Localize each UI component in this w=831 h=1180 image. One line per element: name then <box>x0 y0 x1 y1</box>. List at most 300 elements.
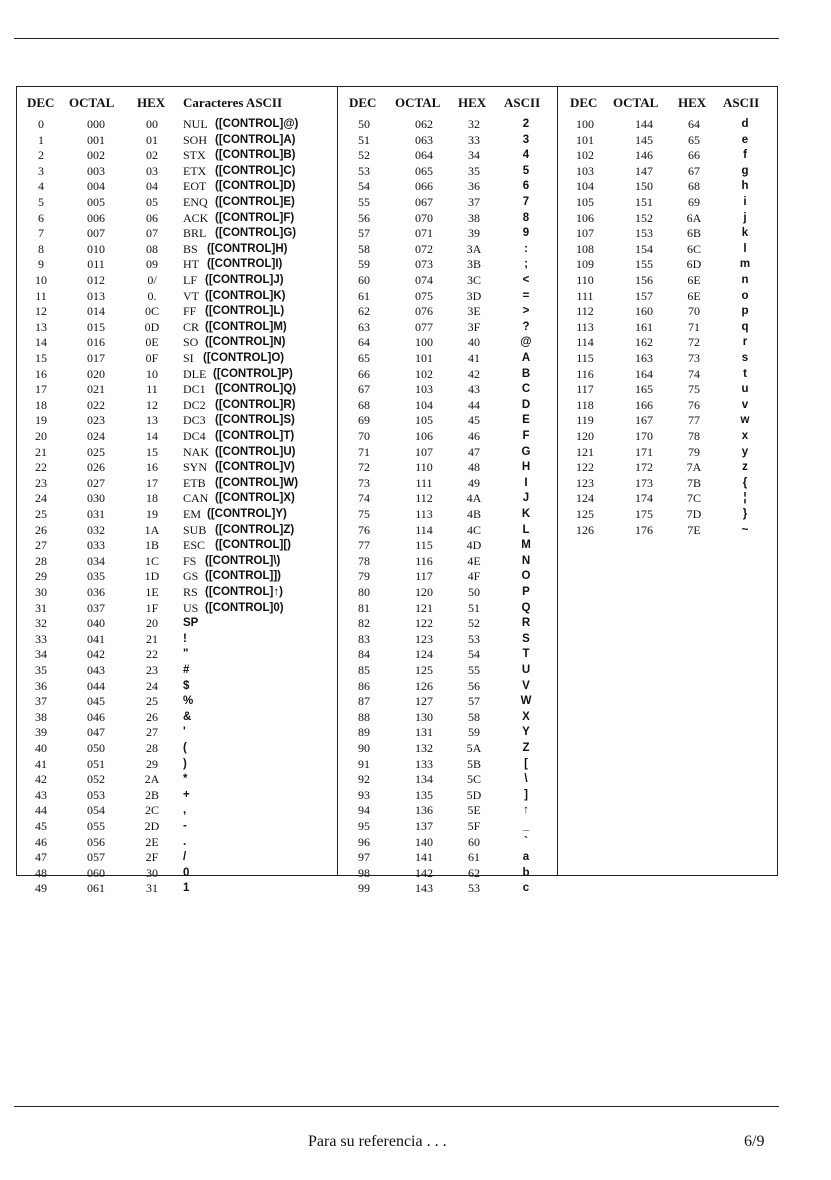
ascii-char-cell: > <box>522 305 530 318</box>
ascii-char-cell: x <box>741 430 749 442</box>
control-combo-cell: ([CONTROL]0) <box>205 601 284 614</box>
hex-cell: 1E <box>145 585 159 599</box>
char-name-cell: EOT <box>183 179 207 194</box>
octal-cell: 000 <box>87 117 105 131</box>
char-name-cell: DC1 <box>183 382 206 397</box>
dec-cell: 63 <box>358 319 370 334</box>
octal-cell: 024 <box>87 429 105 443</box>
dec-cell: 109 <box>576 257 594 272</box>
hex-cell: 2F <box>145 850 159 865</box>
octal-cell: 071 <box>415 226 433 241</box>
octal-cell: 155 <box>635 257 653 272</box>
octal-cell: 145 <box>635 132 653 147</box>
hex-cell: 4D <box>466 538 482 553</box>
dec-cell: 54 <box>358 179 370 194</box>
control-combo-cell: ([CONTROL]S) <box>215 414 295 427</box>
octal-cell: 016 <box>87 335 105 350</box>
ascii-char-cell: g <box>741 164 749 177</box>
octal-cell: 152 <box>635 210 653 225</box>
octal-cell: 062 <box>415 117 433 131</box>
dec-cell: 4 <box>38 179 44 194</box>
dec-cell: 120 <box>576 429 594 443</box>
dec-cell: 28 <box>35 553 47 568</box>
dec-cell: 65 <box>358 351 370 365</box>
octal-cell: 026 <box>87 460 105 475</box>
ascii-char-cell: b <box>522 866 530 879</box>
octal-cell: 153 <box>635 226 653 241</box>
dec-cell: 111 <box>576 288 594 303</box>
octal-cell: 172 <box>635 460 653 475</box>
header-dec: DEC <box>570 95 598 110</box>
dec-cell: 26 <box>35 522 47 537</box>
table-row <box>17 835 777 851</box>
dec-cell: 10 <box>35 273 47 287</box>
dec-cell: 45 <box>35 819 47 833</box>
octal-cell: 162 <box>635 335 653 350</box>
dec-cell: 30 <box>35 585 47 599</box>
octal-cell: 131 <box>415 725 433 740</box>
ascii-table <box>16 86 778 896</box>
dec-cell: 71 <box>358 444 370 459</box>
char-name-cell: CR <box>183 319 200 334</box>
octal-cell: 112 <box>415 491 433 506</box>
hex-cell: 31 <box>146 881 158 896</box>
dec-cell: 103 <box>576 163 594 178</box>
char-name-cell: STX <box>183 148 206 163</box>
ascii-char-cell: o <box>741 289 749 302</box>
dec-cell: 87 <box>358 694 370 709</box>
dec-cell: 5 <box>38 195 44 209</box>
table-row <box>17 866 777 882</box>
char-name-cell: NUL <box>183 117 208 131</box>
octal-cell: 053 <box>87 787 105 802</box>
hex-cell: 11 <box>146 382 158 397</box>
octal-cell: 117 <box>415 569 433 584</box>
octal-cell: 050 <box>87 741 105 755</box>
octal-cell: 111 <box>415 475 433 490</box>
hex-cell: 3E <box>467 304 481 319</box>
table-row <box>17 211 777 227</box>
ascii-char-cell: f <box>743 149 747 162</box>
char-name-cell: US <box>183 600 199 615</box>
ascii-char-cell: 4 <box>522 149 530 162</box>
octal-cell: 027 <box>87 475 105 490</box>
octal-cell: 046 <box>87 709 105 724</box>
octal-cell: 022 <box>87 397 105 412</box>
dec-cell: 122 <box>576 460 594 475</box>
octal-cell: 141 <box>415 850 433 865</box>
dec-cell: 36 <box>35 678 47 693</box>
table-row <box>17 273 777 289</box>
octal-cell: 171 <box>635 444 653 459</box>
ascii-char-cell: v <box>741 398 749 411</box>
table-row <box>17 367 777 383</box>
octal-cell: 121 <box>415 600 433 615</box>
ascii-char-cell: Y <box>522 726 530 739</box>
char-name-cell: & <box>183 710 192 723</box>
hex-cell: 64 <box>688 117 700 131</box>
hex-cell: 5B <box>466 756 481 771</box>
dec-cell: 27 <box>35 538 47 553</box>
hex-cell: 10 <box>146 366 158 381</box>
octal-cell: 006 <box>87 210 105 225</box>
ascii-char-cell: j <box>743 211 747 224</box>
dec-cell: 16 <box>35 366 47 381</box>
ascii-char-cell: ] <box>524 788 528 801</box>
hex-cell: 30 <box>146 865 158 880</box>
ascii-char-cell: q <box>741 320 749 333</box>
octal-cell: 034 <box>87 553 105 568</box>
control-combo-cell: ([CONTROL]F) <box>215 211 295 224</box>
control-combo-cell: ([CONTROL]\) <box>205 554 281 567</box>
char-name-cell: ' <box>183 726 186 739</box>
dec-cell: 94 <box>358 803 370 818</box>
ascii-char-cell: = <box>522 289 530 302</box>
ascii-char-cell: 7 <box>522 196 530 208</box>
ascii-char-cell: w <box>740 414 750 427</box>
hex-cell: 43 <box>468 382 480 397</box>
hex-cell: 75 <box>688 382 700 397</box>
ascii-char-cell: U <box>521 664 531 676</box>
dec-cell: 58 <box>358 241 370 256</box>
control-combo-cell: ([CONTROL]C) <box>215 164 296 177</box>
dec-cell: 24 <box>35 491 47 506</box>
header-hex: HEX <box>137 95 166 110</box>
control-combo-cell: ([CONTROL]M) <box>205 320 287 333</box>
char-name-cell: # <box>183 664 190 676</box>
char-name-cell: ) <box>183 757 187 770</box>
hex-cell: 4E <box>467 553 481 568</box>
table-row <box>17 616 777 632</box>
octal-cell: 054 <box>87 803 105 818</box>
table-row <box>17 445 777 461</box>
octal-cell: 005 <box>87 195 105 209</box>
table-row <box>17 507 777 523</box>
octal-cell: 014 <box>87 304 105 319</box>
dec-cell: 55 <box>358 195 370 209</box>
dec-cell: 124 <box>576 491 594 506</box>
hex-cell: 6D <box>686 257 702 272</box>
octal-cell: 017 <box>87 351 105 365</box>
hex-cell: 18 <box>146 491 158 506</box>
ascii-char-cell: p <box>741 305 749 318</box>
dec-cell: 1 <box>38 132 44 147</box>
octal-cell: 036 <box>87 585 105 599</box>
dec-cell: 118 <box>576 397 594 412</box>
octal-cell: 106 <box>415 429 433 443</box>
ascii-char-cell: S <box>522 632 530 645</box>
ascii-char-cell: W <box>520 695 532 708</box>
octal-cell: 154 <box>635 241 653 256</box>
ascii-char-cell: d <box>741 118 749 130</box>
dec-cell: 57 <box>358 226 370 241</box>
ascii-char-cell: r <box>742 336 748 349</box>
hex-cell: 7B <box>686 475 701 490</box>
octal-cell: 126 <box>415 678 433 693</box>
dec-cell: 70 <box>358 429 370 443</box>
char-name-cell: SUB <box>183 522 207 537</box>
char-name-cell: SYN <box>183 460 208 475</box>
octal-cell: 023 <box>87 413 105 428</box>
dec-cell: 112 <box>576 304 594 319</box>
control-combo-cell: ([CONTROL]V) <box>215 461 295 474</box>
dec-cell: 22 <box>35 460 47 475</box>
octal-cell: 136 <box>415 803 433 818</box>
dec-cell: 2 <box>38 148 44 163</box>
dec-cell: 104 <box>576 179 594 194</box>
octal-cell: 130 <box>415 709 433 724</box>
dec-cell: 35 <box>35 663 47 677</box>
octal-cell: 037 <box>87 600 105 615</box>
octal-cell: 166 <box>635 397 653 412</box>
dec-cell: 67 <box>358 382 370 397</box>
table-row <box>17 226 777 242</box>
dec-cell: 37 <box>35 694 47 709</box>
dec-cell: 76 <box>358 522 370 537</box>
ascii-char-cell: I <box>524 476 528 489</box>
char-name-cell: 0 <box>183 866 190 879</box>
octal-cell: 074 <box>415 273 433 287</box>
control-combo-cell: ([CONTROL]J) <box>205 274 284 286</box>
hex-cell: 4C <box>466 522 481 537</box>
hex-cell: 28 <box>146 741 158 755</box>
ascii-char-cell: 6 <box>522 180 530 193</box>
hex-cell: 1D <box>144 569 160 584</box>
octal-cell: 056 <box>87 834 105 849</box>
octal-cell: 124 <box>415 647 433 662</box>
octal-cell: 072 <box>415 241 433 256</box>
table-row <box>17 429 777 445</box>
table-row <box>17 195 777 211</box>
dec-cell: 97 <box>358 850 370 865</box>
dec-cell: 52 <box>358 148 370 163</box>
hex-cell: 15 <box>146 444 158 459</box>
dec-cell: 3 <box>38 163 44 178</box>
octal-cell: 140 <box>415 834 433 849</box>
octal-cell: 133 <box>415 756 433 771</box>
control-combo-cell: ([CONTROL]I) <box>207 258 283 271</box>
octal-cell: 004 <box>87 179 105 194</box>
table-row <box>17 179 777 195</box>
table-row <box>17 803 777 819</box>
table-row <box>17 679 777 695</box>
octal-cell: 165 <box>635 382 653 397</box>
dec-cell: 53 <box>358 163 370 178</box>
dec-cell: 47 <box>35 850 47 865</box>
control-combo-cell: ([CONTROL]K) <box>205 289 286 302</box>
char-name-cell: SP <box>183 617 199 630</box>
table-row <box>17 694 777 710</box>
table-row <box>17 725 777 741</box>
ascii-char-cell: C <box>521 383 531 396</box>
hex-cell: 36 <box>468 179 480 194</box>
octal-cell: 003 <box>87 163 105 178</box>
hex-cell: 02 <box>146 148 158 163</box>
control-combo-cell: ([CONTROL]N) <box>205 336 286 349</box>
header-octal: OCTAL <box>395 95 441 110</box>
hex-cell: 74 <box>688 366 700 381</box>
dec-cell: 99 <box>358 881 370 896</box>
octal-cell: 012 <box>87 273 105 287</box>
hex-cell: 51 <box>468 600 480 615</box>
dec-cell: 38 <box>35 709 47 724</box>
table-row <box>17 569 777 585</box>
ascii-char-cell: y <box>741 445 749 458</box>
ascii-char-cell: { <box>742 476 748 489</box>
octal-cell: 011 <box>87 257 105 272</box>
table-row <box>17 491 777 507</box>
hex-cell: 27 <box>146 725 158 740</box>
octal-cell: 167 <box>635 413 653 428</box>
hex-cell: 5A <box>466 741 482 755</box>
hex-cell: 39 <box>468 226 480 241</box>
hex-cell: 53 <box>468 631 480 646</box>
table-row <box>17 320 777 336</box>
octal-cell: 055 <box>87 819 105 833</box>
hex-cell: 23 <box>146 663 158 677</box>
dec-cell: 93 <box>358 787 370 802</box>
table-row <box>17 538 777 554</box>
octal-cell: 065 <box>415 163 433 178</box>
hex-cell: 01 <box>146 132 158 147</box>
octal-cell: 125 <box>415 663 433 677</box>
hex-cell: 35 <box>468 163 480 178</box>
octal-cell: 164 <box>635 366 653 381</box>
char-name-cell: RS <box>183 585 198 599</box>
ascii-char-cell: O <box>521 570 531 583</box>
ascii-char-cell: G <box>521 445 531 458</box>
footer-text: Para su referencia . . . <box>308 1133 447 1150</box>
octal-cell: 061 <box>87 881 105 896</box>
hex-cell: 79 <box>688 444 700 459</box>
octal-cell: 163 <box>635 351 653 365</box>
dec-cell: 73 <box>358 475 370 490</box>
control-combo-cell: ([CONTROL]Y) <box>207 508 287 520</box>
hex-cell: 45 <box>468 413 480 428</box>
hex-cell: 3C <box>466 273 481 287</box>
hex-cell: 61 <box>468 850 480 865</box>
hex-cell: 20 <box>146 616 158 631</box>
dec-cell: 61 <box>358 288 370 303</box>
dec-cell: 79 <box>358 569 370 584</box>
table-row <box>17 398 777 414</box>
char-name-cell: FS <box>183 553 197 568</box>
char-name-cell: 1 <box>183 882 190 895</box>
hex-cell: 5E <box>467 803 481 818</box>
ascii-char-cell: m <box>739 258 751 271</box>
dec-cell: 78 <box>358 553 370 568</box>
header-octal: OCTAL <box>69 95 115 110</box>
dec-cell: 62 <box>358 304 370 319</box>
dec-cell: 102 <box>576 148 594 163</box>
dec-cell: 60 <box>358 273 370 287</box>
dec-cell: 17 <box>35 382 47 397</box>
dec-cell: 91 <box>358 756 370 771</box>
table-row <box>17 148 777 164</box>
octal-cell: 143 <box>415 881 433 896</box>
dec-cell: 85 <box>358 663 370 677</box>
ascii-char-cell: 5 <box>522 164 530 177</box>
hex-cell: 04 <box>146 179 158 194</box>
control-combo-cell: ([CONTROL]T) <box>215 430 295 442</box>
hex-cell: 17 <box>146 475 158 490</box>
hex-cell: 3B <box>466 257 481 272</box>
dec-cell: 69 <box>358 413 370 428</box>
ascii-char-cell: n <box>741 274 749 286</box>
hex-cell: 06 <box>146 210 158 225</box>
hex-cell: 69 <box>688 195 700 209</box>
ascii-char-cell: Z <box>522 742 530 754</box>
dec-cell: 59 <box>358 257 370 272</box>
table-row <box>17 850 777 866</box>
octal-cell: 135 <box>415 787 433 802</box>
char-name-cell: GS <box>183 569 199 584</box>
octal-cell: 137 <box>415 819 433 833</box>
octal-cell: 060 <box>87 865 105 880</box>
control-combo-cell: ([CONTROL]↑) <box>205 586 283 598</box>
octal-cell: 173 <box>635 475 653 490</box>
ascii-char-cell: 3 <box>522 133 530 146</box>
control-combo-cell: ([CONTROL]@) <box>215 118 299 130</box>
hex-cell: 7E <box>687 522 701 537</box>
octal-cell: 032 <box>87 522 105 537</box>
char-name-cell: EM <box>183 507 201 521</box>
octal-cell: 045 <box>87 694 105 709</box>
control-combo-cell: ([CONTROL]Z) <box>215 523 295 536</box>
hex-cell: 5F <box>467 819 481 833</box>
hex-cell: 3A <box>466 241 482 256</box>
hex-cell: 48 <box>468 460 480 475</box>
octal-cell: 047 <box>87 725 105 740</box>
ascii-char-cell: A <box>521 352 531 364</box>
ascii-char-cell: 9 <box>522 227 530 240</box>
hex-cell: 73 <box>688 351 700 365</box>
hex-cell: 6A <box>686 210 702 225</box>
hex-cell: 29 <box>146 756 158 771</box>
hex-cell: 6E <box>687 288 701 303</box>
table-row <box>17 257 777 273</box>
hex-cell: 56 <box>468 678 480 693</box>
hex-cell: 46 <box>468 429 480 443</box>
char-name-cell: NAK <box>183 444 209 459</box>
octal-cell: 151 <box>635 195 653 209</box>
dec-cell: 114 <box>576 335 594 350</box>
ascii-char-cell: t <box>743 367 747 380</box>
control-combo-cell: ([CONTROL]]) <box>205 570 282 583</box>
octal-cell: 157 <box>635 288 653 303</box>
octal-cell: 103 <box>415 382 433 397</box>
hex-cell: 03 <box>146 163 158 178</box>
char-name-cell: $ <box>183 679 190 692</box>
hex-cell: 4F <box>467 569 481 584</box>
octal-cell: 015 <box>87 319 105 334</box>
dec-cell: 116 <box>576 366 594 381</box>
octal-cell: 066 <box>415 179 433 194</box>
hex-cell: 0/ <box>147 273 157 287</box>
hex-cell: 37 <box>468 195 480 209</box>
octal-cell: 116 <box>415 553 433 568</box>
dec-cell: 34 <box>35 647 47 662</box>
octal-cell: 076 <box>415 304 433 319</box>
octal-cell: 033 <box>87 538 105 553</box>
octal-cell: 134 <box>415 772 433 787</box>
header-ascii: ASCII <box>723 95 760 110</box>
octal-cell: 170 <box>635 429 653 443</box>
dec-cell: 13 <box>35 319 47 334</box>
octal-cell: 113 <box>415 507 433 521</box>
hex-cell: 09 <box>146 257 158 272</box>
hex-cell: 67 <box>688 163 700 178</box>
